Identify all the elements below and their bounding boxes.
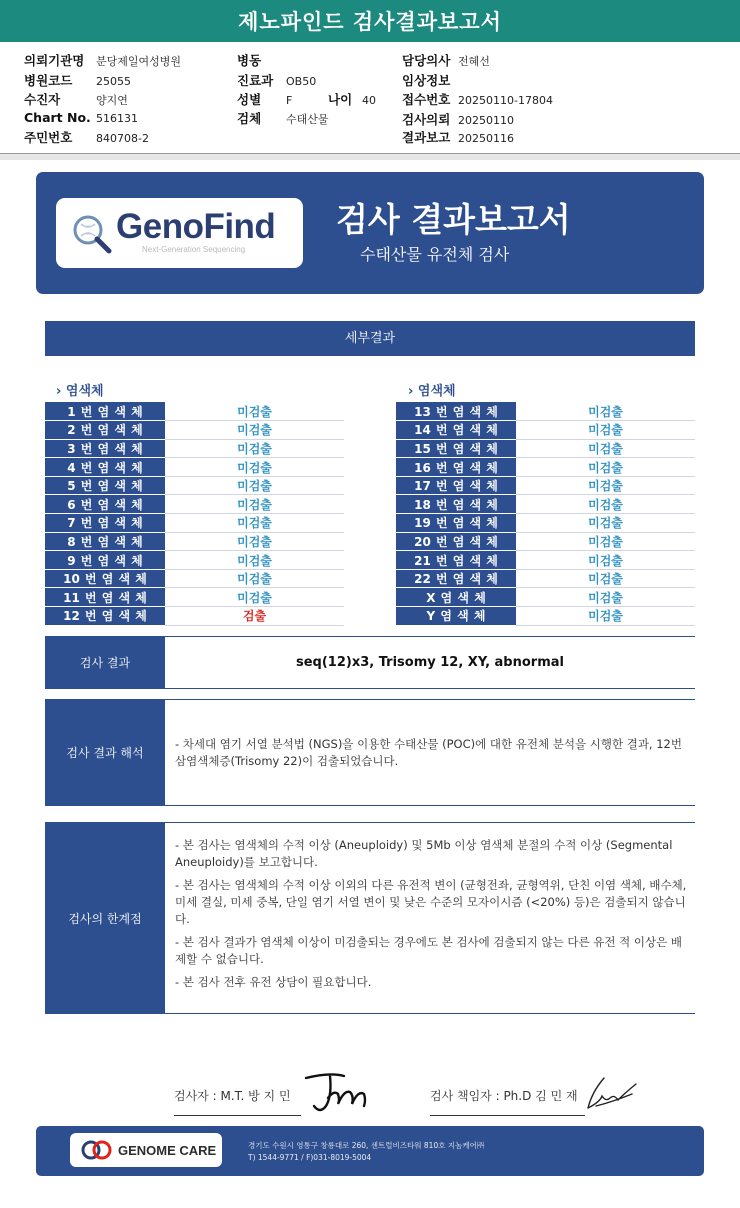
footer-address xyxy=(248,1140,484,1164)
chromosome-result: 미검출 xyxy=(516,551,695,570)
chevron-right-icon: › xyxy=(408,384,414,399)
limitation-item: - 본 검사는 염색체의 수적 이상 (Aneuploidy) 및 5Mb 이상 염색체 분절의 수적 이상 (Segmental Aneuploidy)를 보고합니다. xyxy=(175,838,673,869)
chromosome-name: 20 번 염 색 체 xyxy=(396,532,516,551)
limitation-item: - 본 검사는 염색체의 수적 이상 이외의 다른 유전적 변이 (균형전좌, 균형역위, 단친 이염 색체, 배수체, 미세 결실, 미세 중복, 단일 염기 서열 변이 및 낮은 수준의 모자이시즘 (<20%) 등)은 검출되지 않습니다. xyxy=(175,878,687,926)
receipt-field: 접수번호 20250110-17804 xyxy=(402,92,553,107)
chromosome-result: 미검출 xyxy=(516,495,695,514)
rrn-field: 주민번호 840708-2 xyxy=(24,130,149,145)
report-header-banner xyxy=(36,172,704,294)
chromosome-result: 미검출 xyxy=(165,532,344,551)
tester-signature-label: 검사자 : M.T. 방 지 민 xyxy=(174,1089,291,1103)
chromosome-row xyxy=(396,421,695,440)
genome-care-logo xyxy=(70,1133,222,1167)
chromosome-name: 16 번 염 색 체 xyxy=(396,458,516,477)
tester-signature-image xyxy=(300,1068,370,1116)
banner-title: 검사 결과보고서 xyxy=(336,200,571,239)
report-title-bar xyxy=(0,0,740,42)
section-title-bar xyxy=(45,321,695,356)
limitations-list xyxy=(175,837,691,991)
chromosome-row xyxy=(45,402,344,421)
chromosome-result: 미검출 xyxy=(516,588,695,607)
chromosome-row xyxy=(396,588,695,607)
chart-no-field: Chart No. 516131 xyxy=(24,110,138,125)
chromosome-result: 미검출 xyxy=(165,476,344,495)
chromosome-result: 미검출 xyxy=(516,532,695,551)
chromosome-row xyxy=(45,439,344,458)
interpretation-label: 검사 결과 해석 xyxy=(45,700,165,805)
chromosome-row xyxy=(45,569,344,588)
chromosome-row xyxy=(45,607,344,626)
chromosome-result: 미검출 xyxy=(516,458,695,477)
chromosome-name: 1 번 염 색 체 xyxy=(45,402,165,421)
ward-field: 병동 xyxy=(237,53,262,68)
chevron-right-icon: › xyxy=(56,384,62,399)
chromosome-result: 미검출 xyxy=(165,495,344,514)
age-field: 나이 40 xyxy=(328,92,376,107)
test-result-value: seq(12)x3, Trisomy 12, XY, abnormal xyxy=(295,655,564,670)
limitations-row xyxy=(45,822,695,1014)
chromosome-row xyxy=(396,514,695,533)
chromosome-name: X 염 색 체 xyxy=(396,588,516,607)
chromosome-result: 미검출 xyxy=(165,514,344,533)
chromosome-row xyxy=(45,588,344,607)
chromosome-result: 미검출 xyxy=(516,421,695,440)
chromosome-name: 17 번 염 색 체 xyxy=(396,476,516,495)
genofind-logo xyxy=(56,198,303,268)
magnifier-dna-icon xyxy=(70,212,114,256)
chromosome-result: 미검출 xyxy=(516,402,695,421)
test-result-label: 검사 결과 xyxy=(45,637,165,688)
chromosome-row xyxy=(45,532,344,551)
test-result-row xyxy=(45,636,695,689)
section-title: 세부결과 xyxy=(344,331,396,346)
chromosome-heading-left: › 염색체 xyxy=(56,384,104,399)
chromosome-name: 3 번 염 색 체 xyxy=(45,439,165,458)
chromosome-result: 미검출 xyxy=(516,569,695,588)
chromosome-name: 15 번 염 색 체 xyxy=(396,439,516,458)
banner-subtitle: 수태산물 유전체 검사 xyxy=(360,245,510,264)
chromosome-result: 검출 xyxy=(165,607,344,626)
chromosome-name: 18 번 염 색 체 xyxy=(396,495,516,514)
chromosome-name: 19 번 염 색 체 xyxy=(396,514,516,533)
chromosome-row xyxy=(45,495,344,514)
limitations-label: 검사의 한계점 xyxy=(45,823,165,1013)
chromosome-result: 미검출 xyxy=(165,421,344,440)
chromosome-name: 8 번 염 색 체 xyxy=(45,532,165,551)
director-signature-label: 검사 책임자 : Ph.D 김 민 재 xyxy=(430,1089,578,1103)
report-date-field: 결과보고 20250116 xyxy=(402,130,514,145)
interpretation-text: - 차세대 염기 서열 분석법 (NGS)을 이용한 수태산물 (POC)에 대한 유전체 분석을 시행한 결과, 12번 삼염색체증(Trisomy 22)이 검출되었습니다. xyxy=(175,737,682,768)
doctor-field: 담당의사 전혜선 xyxy=(402,53,490,68)
chromosome-name: 5 번 염 색 체 xyxy=(45,476,165,495)
chromosome-result: 미검출 xyxy=(516,439,695,458)
chromosome-name: 10 번 염 색 체 xyxy=(45,569,165,588)
interpretation-row xyxy=(45,699,695,806)
contact-line: T) 1544-9771 / F)031-8019-5004 xyxy=(248,1153,372,1162)
chromosome-row xyxy=(45,476,344,495)
chromosome-name: 4 번 염 색 체 xyxy=(45,458,165,477)
chromosome-result: 미검출 xyxy=(165,458,344,477)
footer-bar xyxy=(36,1126,704,1176)
chromosome-name: 14 번 염 색 체 xyxy=(396,421,516,440)
chromosome-name: 11 번 염 색 체 xyxy=(45,588,165,607)
chromosome-name: 9 번 염 색 체 xyxy=(45,551,165,570)
clinical-field: 임상정보 xyxy=(402,73,451,88)
specimen-field: 검체 수태산물 xyxy=(237,111,329,126)
director-signature-image xyxy=(582,1072,640,1114)
genome-care-icon xyxy=(80,1139,114,1161)
logo-tagline: Next-Generation Sequencing xyxy=(142,245,246,254)
chromosome-row xyxy=(45,421,344,440)
chromosome-row xyxy=(396,402,695,421)
chromosome-row xyxy=(396,551,695,570)
report-title: 제노파인드 검사결과보고서 xyxy=(238,10,502,34)
info-divider xyxy=(0,154,740,160)
chromosome-table-right xyxy=(396,402,695,626)
chromosome-row xyxy=(45,551,344,570)
chromosome-name: Y 염 색 체 xyxy=(396,607,516,626)
chromosome-row xyxy=(396,607,695,626)
chromosome-row xyxy=(396,439,695,458)
chromosome-row xyxy=(396,569,695,588)
chromosome-result: 미검출 xyxy=(516,514,695,533)
institution-field: 의뢰기관명 분당제일여성병원 xyxy=(24,53,182,68)
hospital-code-field: 병원코드 25055 xyxy=(24,73,131,88)
chromosome-result: 미검출 xyxy=(516,476,695,495)
director-signature-line xyxy=(430,1115,585,1116)
chromosome-name: 13 번 염 색 체 xyxy=(396,402,516,421)
chromosome-name: 12 번 염 색 체 xyxy=(45,607,165,626)
logo-wordmark: GenoFind xyxy=(116,207,276,246)
chromosome-row xyxy=(396,458,695,477)
chromosome-row xyxy=(396,532,695,551)
chromosome-name: 22 번 염 색 체 xyxy=(396,569,516,588)
address-line: 경기도 수원시 영통구 창룡대로 260, 센트럴비즈타워 810호 지놈케어㈜ xyxy=(248,1141,485,1150)
chromosome-result: 미검출 xyxy=(165,588,344,607)
chromosome-row xyxy=(45,514,344,533)
chromosome-row xyxy=(396,495,695,514)
patient-info xyxy=(0,42,740,154)
tester-signature-line xyxy=(174,1115,301,1116)
chromosome-name: 7 번 염 색 체 xyxy=(45,514,165,533)
chromosome-name: 2 번 염 색 체 xyxy=(45,421,165,440)
chromosome-row xyxy=(45,458,344,477)
dept-field: 진료과 OB50 xyxy=(237,73,317,88)
examinee-field: 수진자 양지연 xyxy=(24,92,128,107)
chromosome-heading-right: › 염색체 xyxy=(408,384,456,399)
limitation-item: - 본 검사 결과가 염색체 이상이 미검출되는 경우에도 본 검사에 검출되지 않는 다른 유전 적 이상은 배제할 수 없습니다. xyxy=(175,935,682,966)
request-date-field: 검사의뢰 20250110 xyxy=(402,112,514,127)
chromosome-result: 미검출 xyxy=(165,551,344,570)
limitation-item: - 본 검사 전후 유전 상담이 필요합니다. xyxy=(175,975,372,989)
chromosome-row xyxy=(396,476,695,495)
chromosome-result: 미검출 xyxy=(516,607,695,626)
chromosome-name: 21 번 염 색 체 xyxy=(396,551,516,570)
sex-field: 성별 F xyxy=(237,92,293,107)
chromosome-result: 미검출 xyxy=(165,569,344,588)
chromosome-name: 6 번 염 색 체 xyxy=(45,495,165,514)
chromosome-result: 미검출 xyxy=(165,402,344,421)
genome-care-wordmark: GENOME CARE xyxy=(118,1143,217,1158)
chromosome-result: 미검출 xyxy=(165,439,344,458)
chromosome-table-left xyxy=(45,402,344,626)
